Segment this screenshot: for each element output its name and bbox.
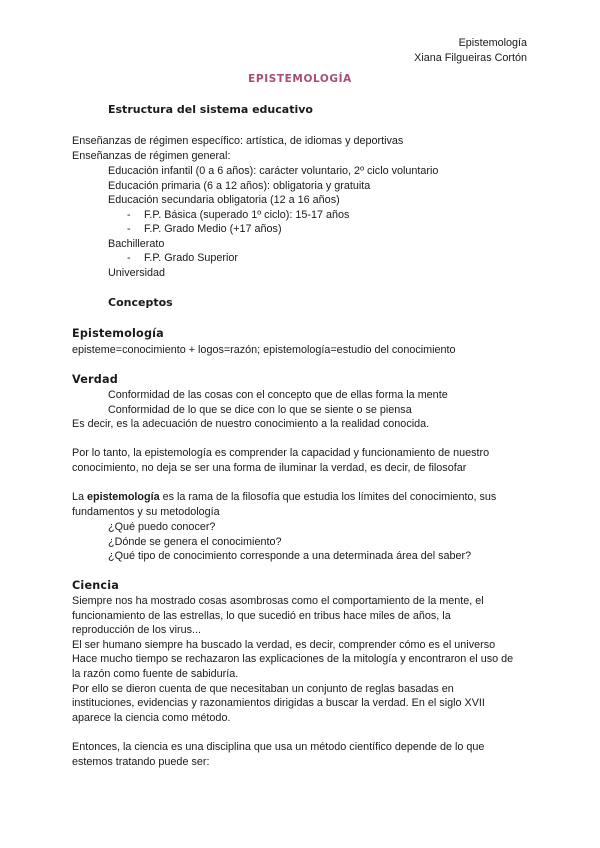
educacion-primaria: Educación primaria (6 a 12 años): obligatoria y gratuita [108,180,371,192]
universidad: Universidad [108,267,166,279]
regimen-general: Enseñanzas de régimen general: [72,150,231,162]
bullet-dash: - [127,223,131,235]
educacion-infantil: Educación infantil (0 a 6 años): carácter voluntario, 2º ciclo voluntario [108,165,439,177]
paragraph-line: Siempre nos ha mostrado cosas asombrosas como el comportamiento de la mente, el [72,595,484,607]
fp-basica: F.P. Básica (superado 1º ciclo): 15-17 años [144,209,350,221]
paragraph-line: aparece la ciencia como método. [72,712,231,724]
estructura-heading: Estructura del sistema educativo [108,103,313,116]
fp-grado-superior: F.P. Grado Superior [144,252,239,264]
bullet-dash: - [127,209,131,221]
paragraph-line: Entonces, la ciencia es una disciplina que usa un método científico depende de lo que [72,741,485,753]
epistemologia-heading: Epistemología [72,327,164,340]
paragraph-line: reproducción de los virus... [72,624,202,636]
educacion-secundaria: Educación secundaria obligatoria (12 a 16 años) [108,194,340,206]
question-3: ¿Qué tipo de conocimiento corresponde a una determinada área del saber? [108,550,472,562]
verdad-heading: Verdad [72,373,118,386]
paragraph-line: fundamentos y su metodología [72,506,220,518]
regimen-especifico: Enseñanzas de régimen específico: artística, de idiomas y deportivas [72,135,404,147]
text-run: La [72,491,88,503]
verdad-def-2: Conformidad de lo que se dice con lo que se siente o se piensa [108,404,412,416]
bullet-dash: - [127,252,131,264]
conceptos-heading: Conceptos [108,296,173,309]
question-2: ¿Dónde se genera el conocimiento? [108,536,282,548]
paragraph-line: Hace mucho tiempo se rechazaron las explicaciones de la mitología y encontraron el uso de [72,653,514,665]
header-author: Xiana Filgueiras Cortón [414,52,527,64]
paragraph-line: la razón como fuente de sabiduría. [72,668,239,680]
ciencia-heading: Ciencia [72,579,120,592]
paragraph-line: instituciones, evidencias y razonamientos dirigidas a buscar la verdad. En el siglo XVII [72,697,485,709]
paragraph-line: conocimiento, no deja se ser una forma de iluminar la verdad, es decir, de filosofar [72,462,467,474]
question-1: ¿Qué puedo conocer? [108,521,216,533]
fp-grado-medio: F.P. Grado Medio (+17 años) [144,223,282,235]
bold-term: epistemología [87,491,160,503]
paragraph-line: funcionamiento de las estrellas, lo que sucedió en tribus hace miles de años, la [72,610,451,622]
page-title: EPISTEMOLOGÍA [248,73,352,85]
text-run: es la rama de la filosofía que estudia los límites del conocimiento, sus [159,491,497,503]
header-subject: Epistemología [458,37,527,49]
epistemologia-definition: episteme=conocimiento + logos=razón; epistemología=estudio del conocimiento [72,344,456,356]
paragraph-line: Por ello se dieron cuenta de que necesitaban un conjunto de reglas basadas en [72,683,454,695]
paragraph-line: estemos tratando puede ser: [72,756,210,768]
verdad-summary: Es decir, es la adecuación de nuestro conocimiento a la realidad conocida. [72,418,430,430]
paragraph-line: Por lo tanto, la epistemología es comprender la capacidad y funcionamiento de nuestro [72,447,490,459]
paragraph-line: El ser humano siempre ha buscado la verdad, es decir, comprender cómo es el universo [72,639,496,651]
epistemologia-definition-paragraph [72,490,496,504]
verdad-def-1: Conformidad de las cosas con el concepto que de ellas forma la mente [108,389,448,401]
bachillerato: Bachillerato [108,238,165,250]
